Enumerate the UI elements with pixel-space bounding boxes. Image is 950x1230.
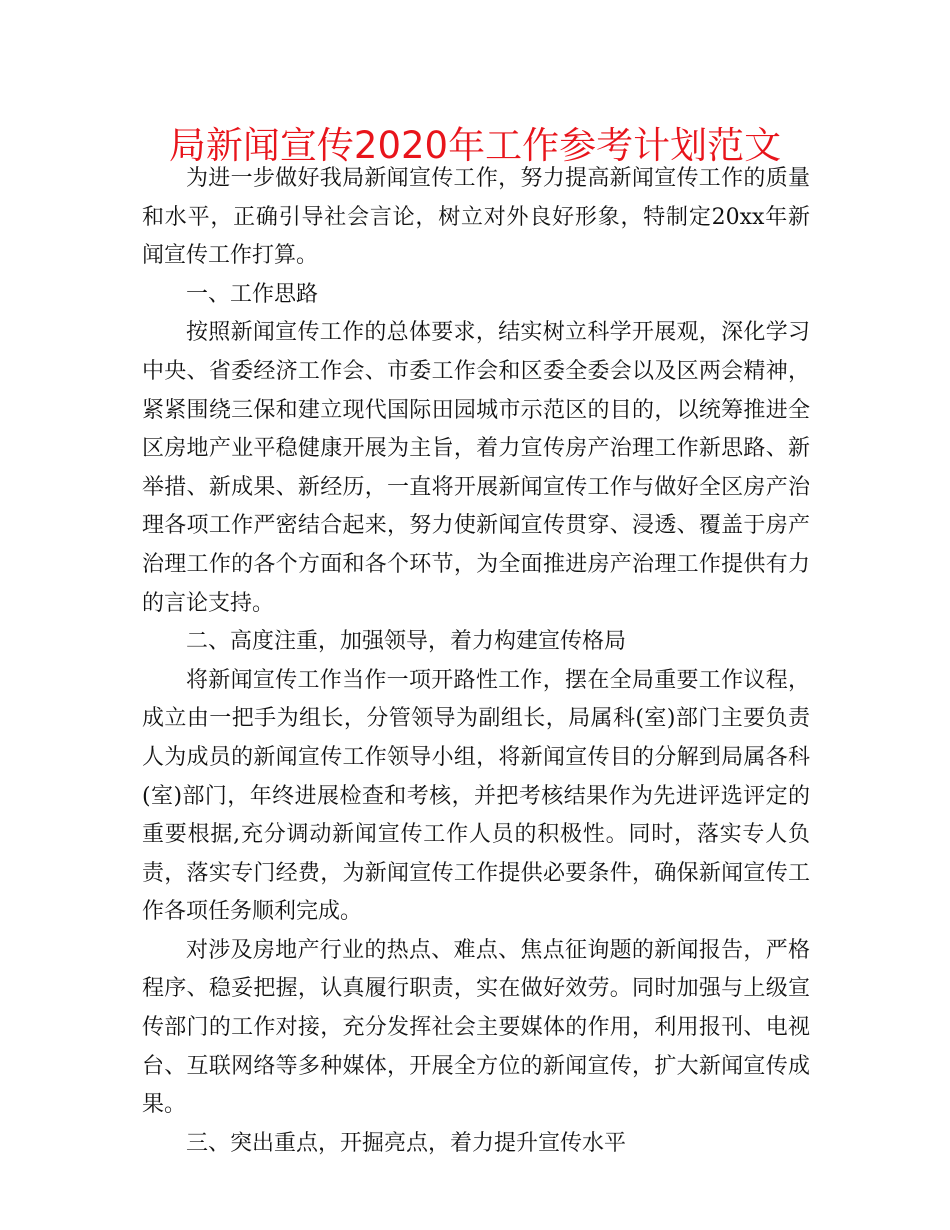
document-body [142,160,810,1163]
section-heading-3: 三、突出重点，开掘亮点，着力提升宣传水平 [186,1130,627,1156]
paragraph-section-2b: 对涉及房地产行业的热点、难点、焦点征询题的新闻报告，严格程序、稳妥把握，认真履行职责，实在做好效劳。同时加强与上级宣传部门的工作对接，充分发挥社会主要媒体的作用，利用报刊、电视台、互联网络等多种媒体，开展全方位的新闻宣传，扩大新闻宣传成果。 [142,937,810,1118]
paragraph-section-2a: 将新闻宣传工作当作一项开路性工作，摆在全局重要工作议程，成立由一把手为组长，分管领导为副组长，局属科(室)部门主要负责人为成员的新闻宣传工作领导小组，将新闻宣传目的分解到局属各科(室)部门，年终进展检查和考核，并把考核结果作为先进评选评定的重要根据,充分调动新闻宣传工作人员的积极性。同时，落实专人负责，落实专门经费，为新闻宣传工作提供必要条件，确保新闻宣传工作各项任务顺利完成。 [142,667,810,925]
section-heading-1: 一、工作思路 [186,281,319,307]
paragraph-section-1: 按照新闻宣传工作的总体要求，结实树立科学开展观，深化学习中央、省委经济工作会、市委工作会和区委全委会以及区两会精神，紧紧围绕三保和建立现代国际田园城市示范区的目的，以统筹推进全区房地产业平稳健康开展为主旨，着力宣传房产治理工作新思路、新举措、新成果、新经历，一直将开展新闻宣传工作与做好全区房产治理各项工作严密结合起来，努力使新闻宣传贯穿、浸透、覆盖于房产治理工作的各个方面和各个环节，为全面推进房产治理工作提供有力的言论支持。 [142,320,810,616]
section-heading-2: 二、高度注重，加强领导，着力构建宣传格局 [186,629,627,655]
paragraph-intro: 为进一步做好我局新闻宣传工作，努力提高新闻宣传工作的质量和水平，正确引导社会言论，树立对外良好形象，特制定20xx年新闻宣传工作打算。 [142,166,810,269]
document-title: 局新闻宣传2020年工作参考计划范文 [168,124,782,167]
